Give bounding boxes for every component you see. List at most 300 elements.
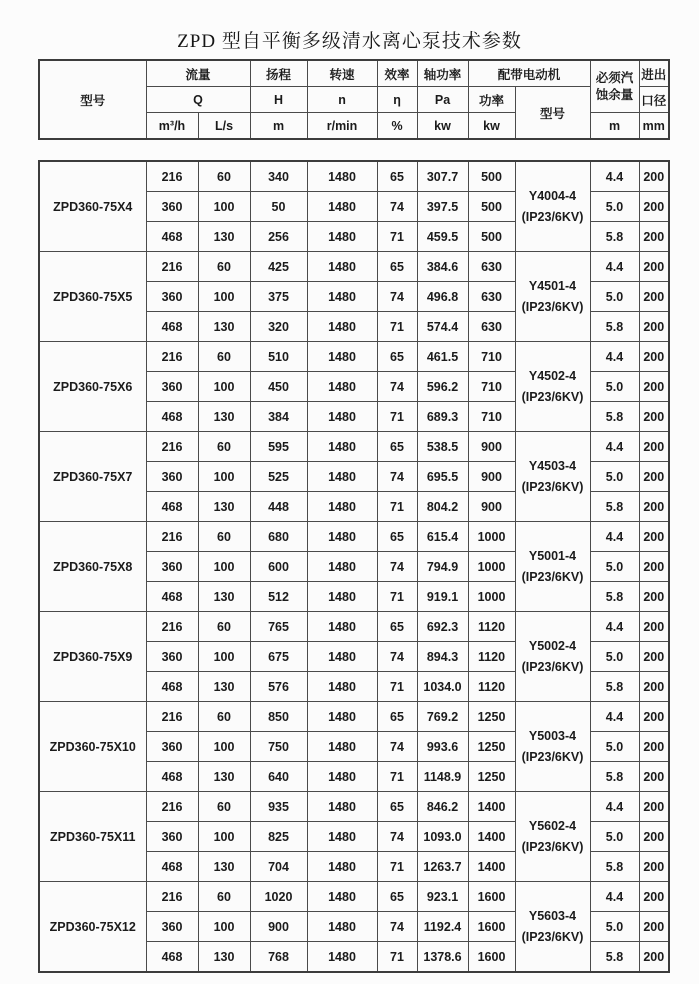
motor-model-cell xyxy=(515,792,590,882)
flow-m3h-cell: 468 xyxy=(146,222,198,252)
efficiency-cell: 65 xyxy=(377,792,417,822)
table-row xyxy=(39,432,669,462)
flow-m3h-cell: 216 xyxy=(146,161,198,192)
head-cell: 576 xyxy=(250,672,307,702)
flow-ls-cell: 100 xyxy=(198,462,250,492)
shaft-power-cell: 846.2 xyxy=(417,792,468,822)
motor-power-cell: 710 xyxy=(468,402,515,432)
shaft-power-cell: 894.3 xyxy=(417,642,468,672)
speed-cell: 1480 xyxy=(307,792,377,822)
header-npsh-line2: 蚀余量 xyxy=(595,87,634,102)
efficiency-cell: 65 xyxy=(377,342,417,372)
diameter-cell: 200 xyxy=(639,732,669,762)
speed-cell: 1480 xyxy=(307,222,377,252)
motor-model-cell xyxy=(515,702,590,792)
speed-cell: 1480 xyxy=(307,282,377,312)
npsh-cell: 4.4 xyxy=(590,792,639,822)
diameter-cell: 200 xyxy=(639,552,669,582)
flow-m3h-cell: 360 xyxy=(146,462,198,492)
motor-model-spec: (IP23/6KV) xyxy=(521,389,584,404)
motor-power-cell: 1600 xyxy=(468,942,515,973)
header-motor-group: 配带电动机 xyxy=(468,60,590,87)
head-cell: 425 xyxy=(250,252,307,282)
efficiency-cell: 71 xyxy=(377,852,417,882)
diameter-cell: 200 xyxy=(639,582,669,612)
motor-power-cell: 710 xyxy=(468,342,515,372)
table-row xyxy=(39,882,669,912)
pump-model-cell: ZPD360-75X12 xyxy=(39,882,146,973)
flow-m3h-cell: 468 xyxy=(146,582,198,612)
flow-m3h-cell: 360 xyxy=(146,912,198,942)
head-cell: 765 xyxy=(250,612,307,642)
motor-power-cell: 1120 xyxy=(468,612,515,642)
header-unit-ls: L/s xyxy=(198,113,250,140)
npsh-cell: 5.8 xyxy=(590,312,639,342)
head-cell: 850 xyxy=(250,702,307,732)
header-unit-speed: r/min xyxy=(307,113,377,140)
motor-power-cell: 630 xyxy=(468,312,515,342)
table-row xyxy=(39,612,669,642)
shaft-power-cell: 923.1 xyxy=(417,882,468,912)
header-npsh xyxy=(590,60,639,113)
shaft-power-cell: 919.1 xyxy=(417,582,468,612)
flow-ls-cell: 130 xyxy=(198,492,250,522)
pump-model-cell: ZPD360-75X8 xyxy=(39,522,146,612)
efficiency-cell: 71 xyxy=(377,672,417,702)
flow-ls-cell: 60 xyxy=(198,702,250,732)
shaft-power-cell: 384.6 xyxy=(417,252,468,282)
shaft-power-cell: 1378.6 xyxy=(417,942,468,973)
motor-model-cell xyxy=(515,252,590,342)
diameter-cell: 200 xyxy=(639,612,669,642)
head-cell: 675 xyxy=(250,642,307,672)
speed-cell: 1480 xyxy=(307,161,377,192)
shaft-power-cell: 1093.0 xyxy=(417,822,468,852)
flow-ls-cell: 60 xyxy=(198,342,250,372)
flow-m3h-cell: 216 xyxy=(146,342,198,372)
motor-power-cell: 1000 xyxy=(468,582,515,612)
shaft-power-cell: 1263.7 xyxy=(417,852,468,882)
motor-model-name: Y4004-4 xyxy=(528,188,577,203)
speed-cell: 1480 xyxy=(307,192,377,222)
npsh-cell: 4.4 xyxy=(590,702,639,732)
npsh-cell: 5.8 xyxy=(590,762,639,792)
speed-cell: 1480 xyxy=(307,882,377,912)
flow-ls-cell: 60 xyxy=(198,161,250,192)
diameter-cell: 200 xyxy=(639,161,669,192)
head-cell: 375 xyxy=(250,282,307,312)
header-inout-line1: 进出 xyxy=(639,60,669,87)
motor-power-cell: 1120 xyxy=(468,642,515,672)
diameter-cell: 200 xyxy=(639,192,669,222)
npsh-cell: 5.8 xyxy=(590,222,639,252)
shaft-power-cell: 307.7 xyxy=(417,161,468,192)
motor-power-cell: 1400 xyxy=(468,852,515,882)
header-head-symbol: H xyxy=(250,87,307,113)
npsh-cell: 5.8 xyxy=(590,582,639,612)
pump-model-cell: ZPD360-75X4 xyxy=(39,161,146,252)
motor-power-cell: 900 xyxy=(468,462,515,492)
speed-cell: 1480 xyxy=(307,912,377,942)
flow-m3h-cell: 360 xyxy=(146,372,198,402)
motor-model-spec: (IP23/6KV) xyxy=(521,299,584,314)
flow-m3h-cell: 216 xyxy=(146,522,198,552)
flow-m3h-cell: 468 xyxy=(146,402,198,432)
npsh-cell: 5.0 xyxy=(590,732,639,762)
motor-model-spec: (IP23/6KV) xyxy=(521,479,584,494)
motor-power-cell: 1000 xyxy=(468,522,515,552)
flow-m3h-cell: 360 xyxy=(146,822,198,852)
efficiency-cell: 74 xyxy=(377,192,417,222)
flow-m3h-cell: 468 xyxy=(146,942,198,973)
speed-cell: 1480 xyxy=(307,552,377,582)
motor-power-cell: 1000 xyxy=(468,552,515,582)
speed-cell: 1480 xyxy=(307,642,377,672)
flow-ls-cell: 60 xyxy=(198,882,250,912)
flow-ls-cell: 100 xyxy=(198,912,250,942)
flow-m3h-cell: 216 xyxy=(146,792,198,822)
motor-model-name: Y5003-4 xyxy=(528,728,577,743)
head-cell: 768 xyxy=(250,942,307,973)
flow-m3h-cell: 216 xyxy=(146,432,198,462)
speed-cell: 1480 xyxy=(307,822,377,852)
shaft-power-cell: 1192.4 xyxy=(417,912,468,942)
motor-power-cell: 900 xyxy=(468,492,515,522)
diameter-cell: 200 xyxy=(639,492,669,522)
efficiency-cell: 74 xyxy=(377,642,417,672)
pump-model-cell: ZPD360-75X6 xyxy=(39,342,146,432)
header-motor-power: 功率 xyxy=(468,87,515,113)
motor-power-cell: 1400 xyxy=(468,822,515,852)
pump-model-cell: ZPD360-75X11 xyxy=(39,792,146,882)
flow-ls-cell: 100 xyxy=(198,372,250,402)
speed-cell: 1480 xyxy=(307,582,377,612)
diameter-cell: 200 xyxy=(639,762,669,792)
motor-power-cell: 1600 xyxy=(468,912,515,942)
efficiency-cell: 71 xyxy=(377,402,417,432)
speed-cell: 1480 xyxy=(307,522,377,552)
head-cell: 525 xyxy=(250,462,307,492)
speed-cell: 1480 xyxy=(307,432,377,462)
npsh-cell: 5.8 xyxy=(590,942,639,973)
flow-m3h-cell: 360 xyxy=(146,282,198,312)
speed-cell: 1480 xyxy=(307,252,377,282)
flow-m3h-cell: 468 xyxy=(146,492,198,522)
motor-model-spec: (IP23/6KV) xyxy=(521,839,584,854)
efficiency-cell: 65 xyxy=(377,522,417,552)
table-row xyxy=(39,792,669,822)
motor-model-spec: (IP23/6KV) xyxy=(521,749,584,764)
motor-power-cell: 1250 xyxy=(468,702,515,732)
npsh-cell: 5.0 xyxy=(590,642,639,672)
diameter-cell: 200 xyxy=(639,222,669,252)
pump-model-cell: ZPD360-75X7 xyxy=(39,432,146,522)
npsh-cell: 5.0 xyxy=(590,822,639,852)
npsh-cell: 4.4 xyxy=(590,522,639,552)
shaft-power-cell: 1034.0 xyxy=(417,672,468,702)
speed-cell: 1480 xyxy=(307,732,377,762)
flow-m3h-cell: 216 xyxy=(146,882,198,912)
npsh-cell: 4.4 xyxy=(590,252,639,282)
shaft-power-cell: 615.4 xyxy=(417,522,468,552)
head-cell: 595 xyxy=(250,432,307,462)
efficiency-cell: 71 xyxy=(377,492,417,522)
head-cell: 448 xyxy=(250,492,307,522)
shaft-power-cell: 397.5 xyxy=(417,192,468,222)
efficiency-cell: 74 xyxy=(377,912,417,942)
motor-power-cell: 500 xyxy=(468,161,515,192)
motor-power-cell: 1250 xyxy=(468,762,515,792)
flow-ls-cell: 100 xyxy=(198,192,250,222)
motor-model-cell xyxy=(515,612,590,702)
header-table xyxy=(38,59,670,140)
motor-power-cell: 710 xyxy=(468,372,515,402)
header-speed: 转速 xyxy=(307,60,377,87)
shaft-power-cell: 538.5 xyxy=(417,432,468,462)
header-speed-symbol: n xyxy=(307,87,377,113)
motor-model-name: Y4501-4 xyxy=(528,278,577,293)
diameter-cell: 200 xyxy=(639,882,669,912)
diameter-cell: 200 xyxy=(639,672,669,702)
speed-cell: 1480 xyxy=(307,852,377,882)
data-table xyxy=(38,160,670,973)
header-unit-eff: % xyxy=(377,113,417,140)
header-row-1 xyxy=(39,60,669,87)
head-cell: 600 xyxy=(250,552,307,582)
table-row xyxy=(39,342,669,372)
flow-m3h-cell: 468 xyxy=(146,672,198,702)
diameter-cell: 200 xyxy=(639,852,669,882)
motor-model-name: Y5603-4 xyxy=(528,908,577,923)
npsh-cell: 5.8 xyxy=(590,672,639,702)
motor-model-cell xyxy=(515,161,590,252)
npsh-cell: 4.4 xyxy=(590,612,639,642)
shaft-power-cell: 689.3 xyxy=(417,402,468,432)
header-inout-line2: 口径 xyxy=(639,87,669,113)
flow-ls-cell: 130 xyxy=(198,222,250,252)
flow-m3h-cell: 468 xyxy=(146,762,198,792)
diameter-cell: 200 xyxy=(639,642,669,672)
motor-model-cell xyxy=(515,432,590,522)
head-cell: 50 xyxy=(250,192,307,222)
npsh-cell: 5.0 xyxy=(590,552,639,582)
head-cell: 935 xyxy=(250,792,307,822)
motor-power-cell: 500 xyxy=(468,192,515,222)
pump-model-cell: ZPD360-75X9 xyxy=(39,612,146,702)
table-row xyxy=(39,252,669,282)
npsh-cell: 5.8 xyxy=(590,492,639,522)
flow-ls-cell: 60 xyxy=(198,432,250,462)
motor-model-name: Y4502-4 xyxy=(528,368,577,383)
efficiency-cell: 65 xyxy=(377,252,417,282)
flow-ls-cell: 100 xyxy=(198,282,250,312)
npsh-cell: 5.8 xyxy=(590,402,639,432)
diameter-cell: 200 xyxy=(639,792,669,822)
table-row xyxy=(39,522,669,552)
motor-model-spec: (IP23/6KV) xyxy=(521,659,584,674)
flow-ls-cell: 60 xyxy=(198,252,250,282)
motor-power-cell: 1600 xyxy=(468,882,515,912)
header-unit-npsh: m xyxy=(590,113,639,140)
header-shaft-symbol: Pa xyxy=(417,87,468,113)
shaft-power-cell: 574.4 xyxy=(417,312,468,342)
shaft-power-cell: 1148.9 xyxy=(417,762,468,792)
shaft-power-cell: 461.5 xyxy=(417,342,468,372)
table-row xyxy=(39,161,669,192)
flow-ls-cell: 130 xyxy=(198,402,250,432)
efficiency-cell: 74 xyxy=(377,372,417,402)
npsh-cell: 4.4 xyxy=(590,161,639,192)
header-efficiency-symbol: η xyxy=(377,87,417,113)
flow-ls-cell: 100 xyxy=(198,642,250,672)
motor-power-cell: 1400 xyxy=(468,792,515,822)
motor-model-name: Y5002-4 xyxy=(528,638,577,653)
head-cell: 900 xyxy=(250,912,307,942)
header-unit-head: m xyxy=(250,113,307,140)
shaft-power-cell: 804.2 xyxy=(417,492,468,522)
flow-ls-cell: 130 xyxy=(198,582,250,612)
header-npsh-line1: 必须汽 xyxy=(595,70,634,85)
shaft-power-cell: 769.2 xyxy=(417,702,468,732)
motor-power-cell: 500 xyxy=(468,222,515,252)
efficiency-cell: 74 xyxy=(377,552,417,582)
flow-m3h-cell: 360 xyxy=(146,192,198,222)
npsh-cell: 5.0 xyxy=(590,282,639,312)
head-cell: 256 xyxy=(250,222,307,252)
flow-ls-cell: 100 xyxy=(198,822,250,852)
shaft-power-cell: 459.5 xyxy=(417,222,468,252)
motor-power-cell: 900 xyxy=(468,432,515,462)
header-unit-shaft: kw xyxy=(417,113,468,140)
speed-cell: 1480 xyxy=(307,672,377,702)
speed-cell: 1480 xyxy=(307,942,377,973)
efficiency-cell: 65 xyxy=(377,702,417,732)
flow-ls-cell: 130 xyxy=(198,762,250,792)
flow-m3h-cell: 468 xyxy=(146,312,198,342)
header-flow-symbol: Q xyxy=(146,87,250,113)
motor-power-cell: 1120 xyxy=(468,672,515,702)
header-unit-inout: mm xyxy=(639,113,669,140)
flow-m3h-cell: 468 xyxy=(146,852,198,882)
flow-ls-cell: 60 xyxy=(198,792,250,822)
speed-cell: 1480 xyxy=(307,312,377,342)
flow-ls-cell: 60 xyxy=(198,612,250,642)
npsh-cell: 4.4 xyxy=(590,432,639,462)
motor-model-name: Y5001-4 xyxy=(528,548,577,563)
efficiency-cell: 71 xyxy=(377,942,417,973)
shaft-power-cell: 794.9 xyxy=(417,552,468,582)
flow-m3h-cell: 216 xyxy=(146,252,198,282)
diameter-cell: 200 xyxy=(639,462,669,492)
shaft-power-cell: 496.8 xyxy=(417,282,468,312)
diameter-cell: 200 xyxy=(639,282,669,312)
efficiency-cell: 74 xyxy=(377,732,417,762)
diameter-cell: 200 xyxy=(639,402,669,432)
efficiency-cell: 74 xyxy=(377,282,417,312)
npsh-cell: 4.4 xyxy=(590,342,639,372)
motor-model-name: Y4503-4 xyxy=(528,458,577,473)
shaft-power-cell: 596.2 xyxy=(417,372,468,402)
header-shaft-power: 轴功率 xyxy=(417,60,468,87)
speed-cell: 1480 xyxy=(307,342,377,372)
head-cell: 340 xyxy=(250,161,307,192)
head-cell: 640 xyxy=(250,762,307,792)
motor-power-cell: 1250 xyxy=(468,732,515,762)
flow-m3h-cell: 360 xyxy=(146,552,198,582)
header-efficiency: 效率 xyxy=(377,60,417,87)
speed-cell: 1480 xyxy=(307,702,377,732)
diameter-cell: 200 xyxy=(639,372,669,402)
header-motor-model: 型号 xyxy=(515,87,590,140)
diameter-cell: 200 xyxy=(639,942,669,973)
efficiency-cell: 74 xyxy=(377,822,417,852)
flow-ls-cell: 100 xyxy=(198,732,250,762)
pump-model-cell: ZPD360-75X5 xyxy=(39,252,146,342)
diameter-cell: 200 xyxy=(639,702,669,732)
diameter-cell: 200 xyxy=(639,252,669,282)
efficiency-cell: 65 xyxy=(377,161,417,192)
diameter-cell: 200 xyxy=(639,822,669,852)
head-cell: 704 xyxy=(250,852,307,882)
npsh-cell: 5.0 xyxy=(590,912,639,942)
diameter-cell: 200 xyxy=(639,342,669,372)
flow-m3h-cell: 360 xyxy=(146,642,198,672)
flow-ls-cell: 130 xyxy=(198,672,250,702)
header-flow: 流量 xyxy=(146,60,250,87)
motor-model-cell xyxy=(515,522,590,612)
motor-model-name: Y5602-4 xyxy=(528,818,577,833)
npsh-cell: 5.0 xyxy=(590,462,639,492)
npsh-cell: 4.4 xyxy=(590,882,639,912)
header-model: 型号 xyxy=(39,60,146,139)
motor-model-spec: (IP23/6KV) xyxy=(521,569,584,584)
shaft-power-cell: 692.3 xyxy=(417,612,468,642)
motor-model-cell xyxy=(515,882,590,973)
header-head: 扬程 xyxy=(250,60,307,87)
page-title: ZPD 型自平衡多级清水离心泵技术参数 xyxy=(177,31,522,52)
motor-model-spec: (IP23/6KV) xyxy=(521,929,584,944)
speed-cell: 1480 xyxy=(307,402,377,432)
header-unit-motor-power: kw xyxy=(468,113,515,140)
head-cell: 825 xyxy=(250,822,307,852)
efficiency-cell: 71 xyxy=(377,222,417,252)
flow-ls-cell: 100 xyxy=(198,552,250,582)
head-cell: 510 xyxy=(250,342,307,372)
efficiency-cell: 65 xyxy=(377,432,417,462)
flow-ls-cell: 130 xyxy=(198,852,250,882)
efficiency-cell: 65 xyxy=(377,612,417,642)
head-cell: 320 xyxy=(250,312,307,342)
flow-m3h-cell: 216 xyxy=(146,702,198,732)
npsh-cell: 5.0 xyxy=(590,372,639,402)
diameter-cell: 200 xyxy=(639,432,669,462)
flow-ls-cell: 130 xyxy=(198,942,250,973)
motor-power-cell: 630 xyxy=(468,252,515,282)
head-cell: 680 xyxy=(250,522,307,552)
speed-cell: 1480 xyxy=(307,372,377,402)
efficiency-cell: 71 xyxy=(377,312,417,342)
pump-model-cell: ZPD360-75X10 xyxy=(39,702,146,792)
npsh-cell: 5.0 xyxy=(590,192,639,222)
head-cell: 512 xyxy=(250,582,307,612)
head-cell: 750 xyxy=(250,732,307,762)
speed-cell: 1480 xyxy=(307,612,377,642)
head-cell: 384 xyxy=(250,402,307,432)
flow-m3h-cell: 360 xyxy=(146,732,198,762)
diameter-cell: 200 xyxy=(639,522,669,552)
table-row xyxy=(39,702,669,732)
shaft-power-cell: 695.5 xyxy=(417,462,468,492)
